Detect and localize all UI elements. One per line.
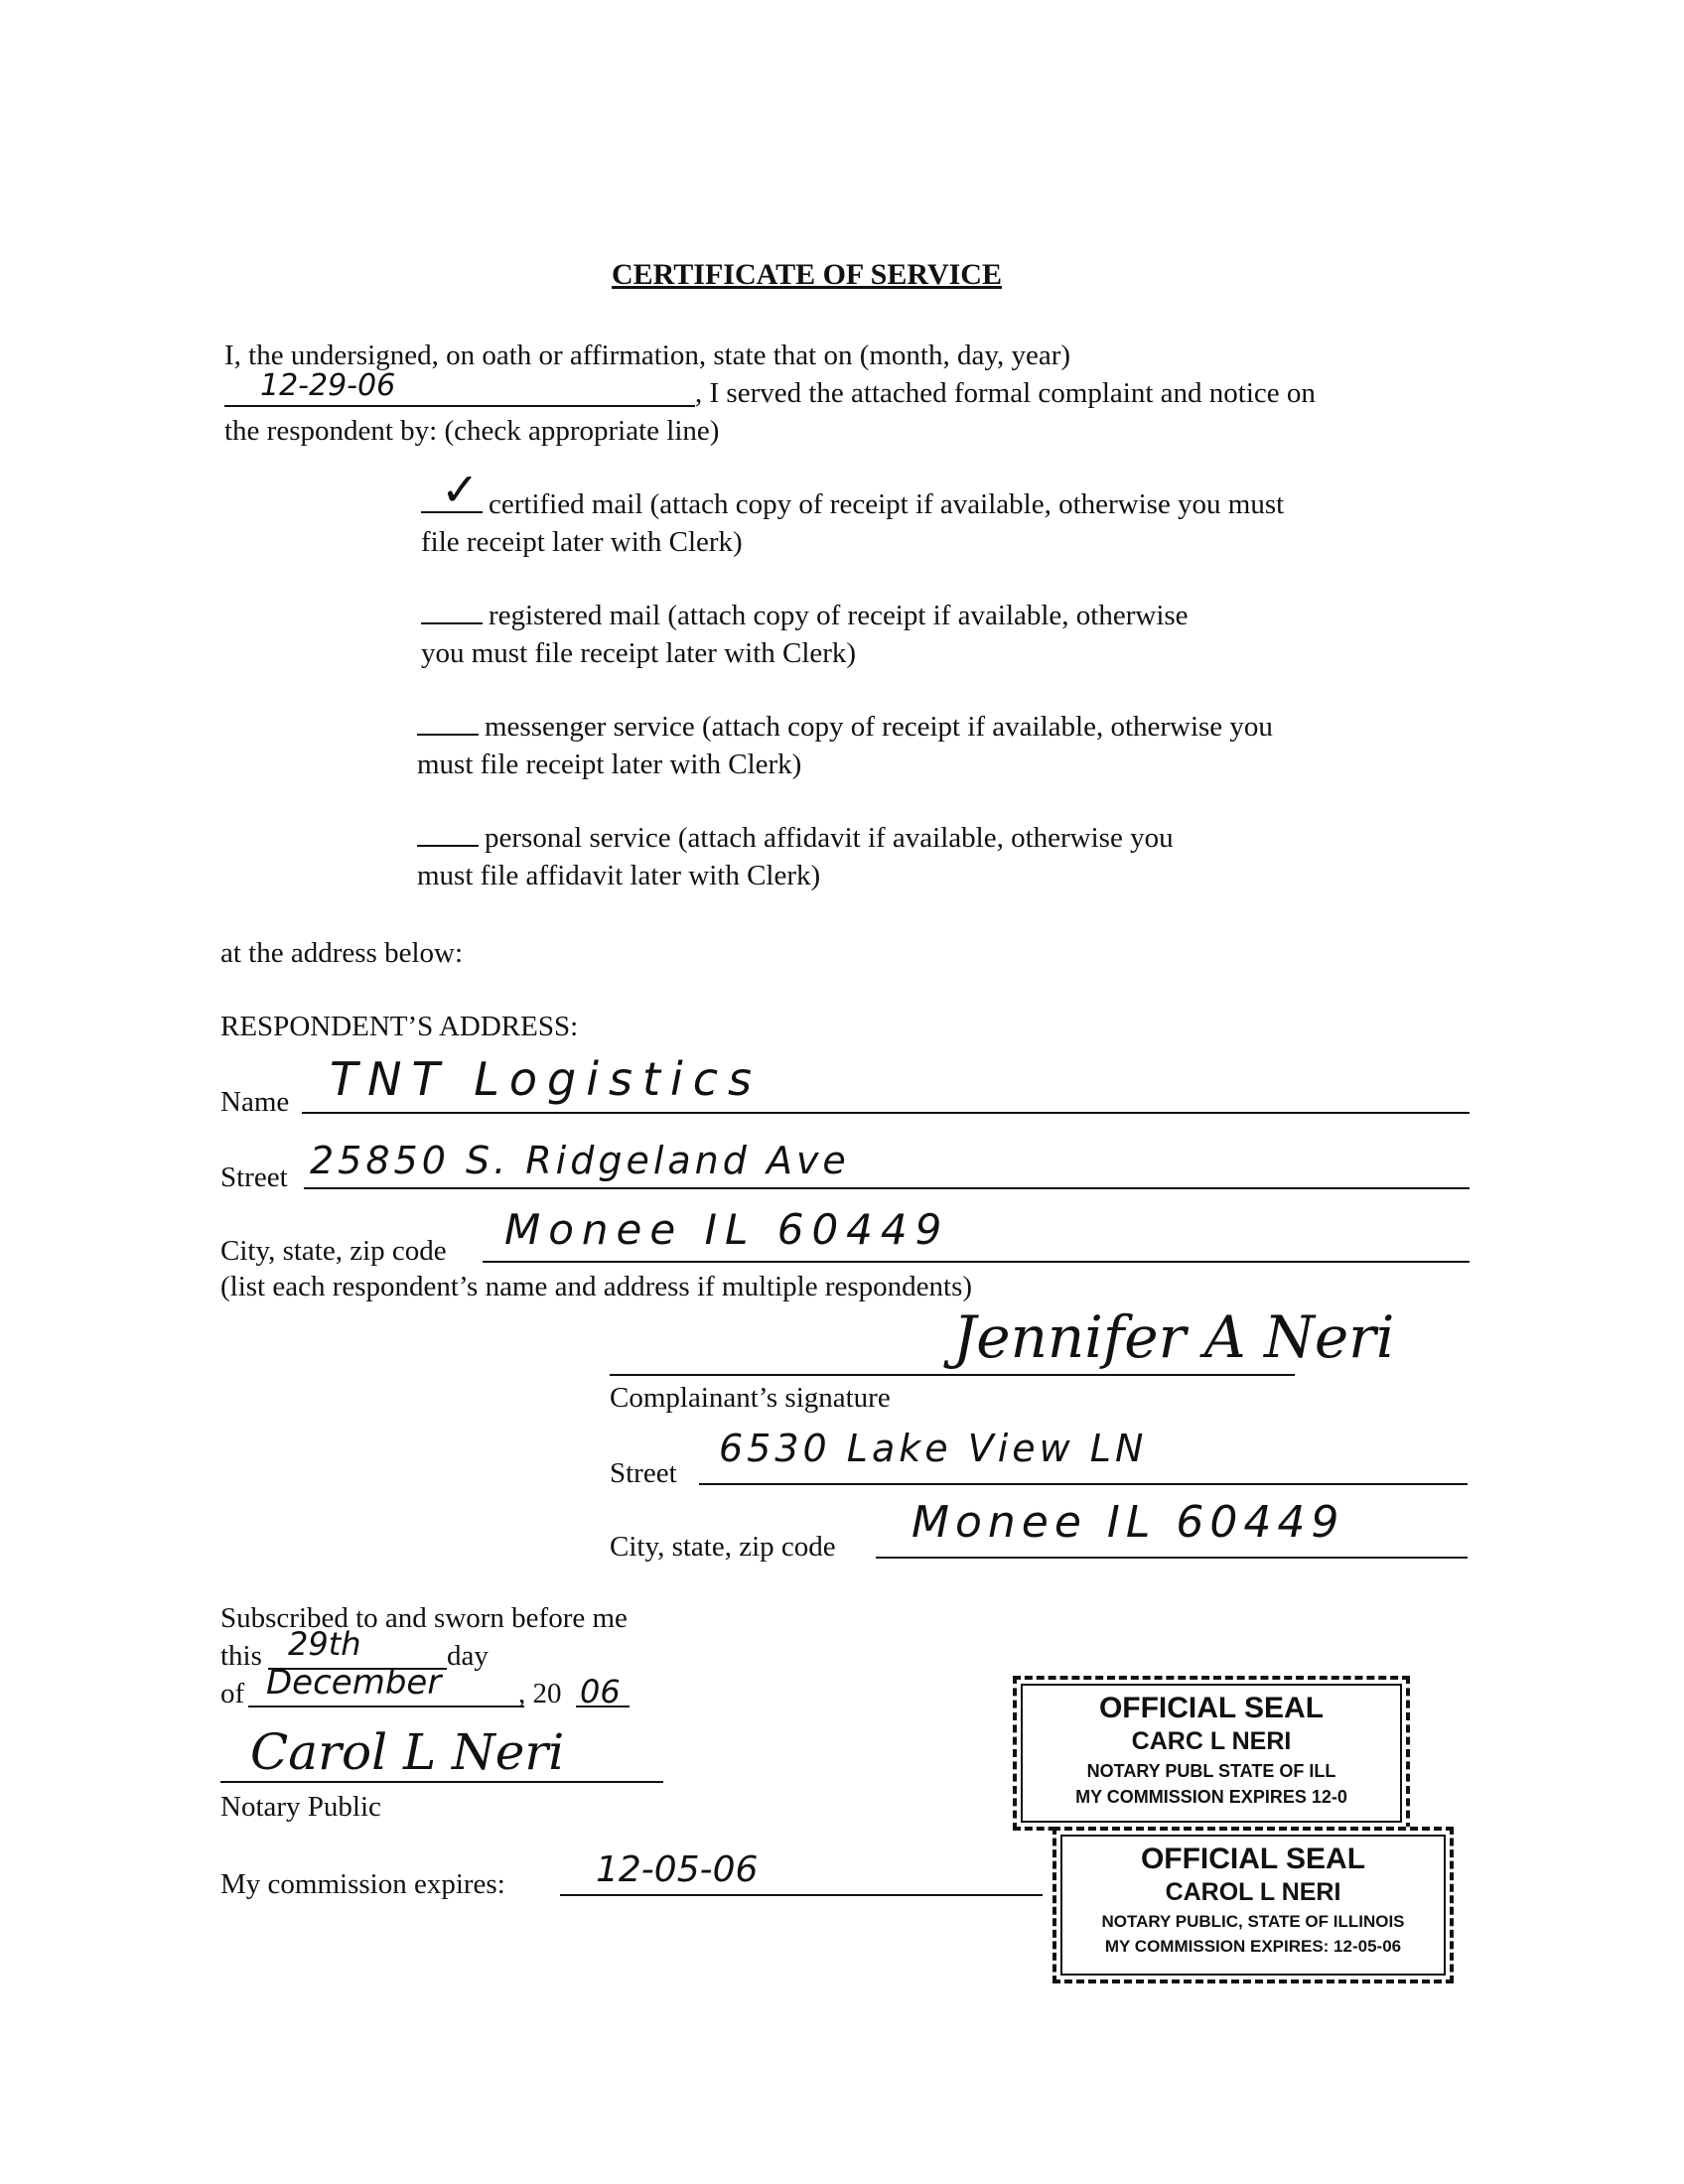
option-personal-service-cont: must file affidavit later with Clerk) [417, 860, 821, 891]
year-value: 06 [580, 1673, 621, 1710]
of-label: of [220, 1678, 245, 1709]
intro-line-1: I, the undersigned, on oath or affirmation, state that on (month, day, year) [224, 340, 1071, 371]
seal-name: CAROL L NERI [1165, 1878, 1341, 1906]
option-label: messenger service (attach copy of receipt if available, otherwise you [485, 711, 1273, 743]
option-label: registered mail (attach copy of receipt if available, otherwise [489, 600, 1189, 631]
respondent-name-value: TNT Logistics [330, 1052, 763, 1106]
intro-line-2: , I served the attached formal complaint and notice on [695, 377, 1316, 409]
seal-line-3: NOTARY PUBL STATE OF ILL [1086, 1761, 1336, 1781]
notary-signature: Carol L Neri [250, 1723, 565, 1781]
check-blank [421, 622, 483, 624]
option-label: certified mail (attach copy of receipt if available, otherwise you must [489, 488, 1285, 520]
option-personal-service [417, 824, 1174, 853]
month-value: December [266, 1663, 442, 1703]
service-date: 12-29-06 [260, 368, 396, 403]
option-label: personal service (attach affidavit if available, otherwise you [485, 822, 1174, 854]
year-prefix: , 20 [518, 1678, 562, 1709]
checkmark-icon: ✓ [441, 463, 480, 516]
seal-title: OFFICIAL SEAL [1098, 1692, 1325, 1724]
complainant-street-value: 6530 Lake View LN [719, 1427, 1148, 1470]
complainant-city-label: City, state, zip code [610, 1531, 836, 1563]
option-registered-mail-cont: you must file receipt later with Clerk) [421, 637, 857, 669]
seal-name: CARC L NERI [1131, 1727, 1292, 1755]
date-line [224, 405, 695, 407]
notary-signature-line [220, 1781, 663, 1783]
complainant-street-line [699, 1483, 1468, 1485]
day-value: 29th [288, 1625, 361, 1663]
complainant-city-line [876, 1557, 1468, 1559]
complainant-signature-line [610, 1374, 1295, 1376]
this-label: this [220, 1640, 262, 1672]
option-registered-mail [421, 602, 1189, 630]
respondent-name-label: Name [220, 1086, 290, 1118]
seal-title: OFFICIAL SEAL [1140, 1843, 1366, 1875]
option-messenger-service-cont: must file receipt later with Clerk) [417, 749, 802, 780]
option-certified-mail-cont: file receipt later with Clerk) [421, 526, 743, 558]
official-seal-stamp-2 [1052, 1827, 1454, 1983]
seal-line-3: NOTARY PUBLIC, STATE OF ILLINOIS [1101, 1912, 1405, 1931]
commission-value: 12-05-06 [596, 1849, 759, 1890]
seal-line-4: MY COMMISSION EXPIRES: 12-05-06 [1104, 1937, 1402, 1956]
notary-label: Notary Public [220, 1791, 381, 1823]
respondent-city-label: City, state, zip code [220, 1235, 447, 1267]
respondent-name-line [302, 1112, 1470, 1114]
commission-label: My commission expires: [220, 1868, 505, 1900]
respondent-street-label: Street [220, 1161, 288, 1193]
respondent-street-line [304, 1187, 1470, 1189]
respondent-heading: RESPONDENT’S ADDRESS: [220, 1011, 579, 1042]
month-line [248, 1706, 524, 1707]
respondent-city-line [483, 1261, 1470, 1263]
day-label: day [447, 1640, 489, 1672]
option-certified-mail [421, 490, 1284, 519]
option-messenger-service [417, 713, 1273, 742]
seal-line-4: MY COMMISSION EXPIRES 12-0 [1075, 1787, 1347, 1807]
complainant-signature: Jennifer A Neri [953, 1303, 1395, 1371]
complainant-city-value: Monee IL 60449 [912, 1497, 1345, 1548]
official-seal-stamp-1 [1013, 1676, 1410, 1831]
address-intro: at the address below: [220, 937, 464, 969]
check-blank [421, 511, 483, 513]
respondent-note: (list each respondent’s name and address if multiple respondents) [220, 1271, 973, 1302]
complainant-street-label: Street [610, 1457, 677, 1489]
subscribed-text: Subscribed to and sworn before me [220, 1602, 628, 1634]
complainant-signature-label: Complainant’s signature [610, 1382, 891, 1414]
respondent-street-value: 25850 S. Ridgeland Ave [310, 1139, 850, 1182]
check-blank [417, 734, 479, 736]
respondent-city-value: Monee IL 60449 [504, 1205, 950, 1254]
check-blank [417, 845, 479, 847]
commission-line [560, 1894, 1043, 1896]
page-title: CERTIFICATE OF SERVICE [612, 258, 1002, 291]
intro-line-3: the respondent by: (check appropriate line) [224, 415, 720, 447]
